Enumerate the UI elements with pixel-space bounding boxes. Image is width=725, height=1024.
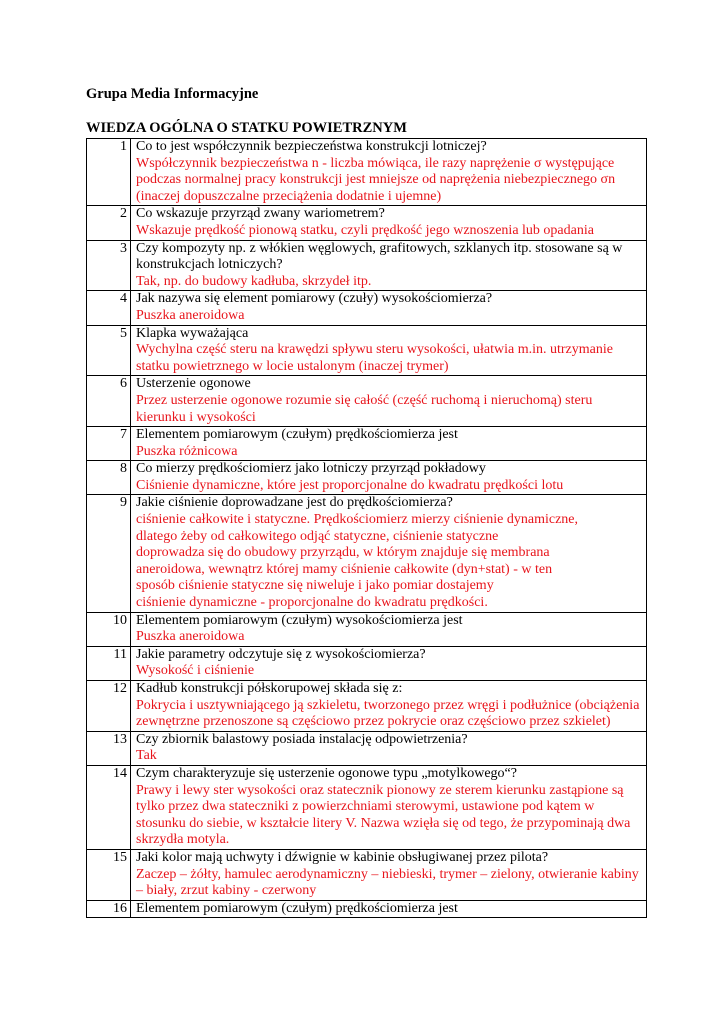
table-row bbox=[87, 139, 647, 206]
answer-line: ciśnienie całkowite i statyczne. Prędkościomierz mierzy ciśnienie dynamiczne, bbox=[136, 512, 578, 528]
qa-cell bbox=[131, 681, 647, 732]
answer-line: ciśnienie dynamiczne - proporcjonalne do kwadratu prędkości. bbox=[136, 595, 488, 611]
answer-text: Wysokość i ciśnienie bbox=[136, 663, 255, 679]
question-text: Elementem pomiarowym (czułym) prędkościomierza jest bbox=[136, 900, 458, 916]
question-text: Elementem pomiarowym (czułym) prędkościomierza jest bbox=[136, 427, 458, 443]
qa-cell bbox=[131, 291, 647, 325]
table-row bbox=[87, 849, 647, 900]
question-text: Czym charakteryzuje się usterzenie ogonowe typu „motylkowego“? bbox=[136, 765, 517, 781]
question-text: Czy zbiornik balastowy posiada instalację odpowietrzenia? bbox=[136, 731, 468, 747]
qa-cell bbox=[131, 646, 647, 680]
question-text: Czy kompozyty np. z włókien węglowych, grafitowych, szklanych itp. stosowane są w konstrukcjach lotniczych? bbox=[136, 240, 623, 273]
answer-text: Tak bbox=[136, 748, 157, 764]
answer-text: Przez usterzenie ogonowe rozumie się całość (część ruchomą i nieruchomą) steru kierunku i wysokości bbox=[136, 392, 593, 425]
question-text: Jakie ciśnienie doprowadzane jest do prędkościomierza? bbox=[136, 495, 453, 511]
question-number: 9 bbox=[87, 495, 131, 612]
question-text: Usterzenie ogonowe bbox=[136, 376, 251, 392]
answer-text: Prawy i lewy ster wysokości oraz statecznik pionowy ze sterem kierunku zastąpione są tylko przez dwa stateczniki z powierzchniami sterowymi, ustawione pod kątem w stosunku do siebie, w kształcie litery V. Nazwa wzięła się od tego, że przypominają dwa skrzydła motyla. bbox=[136, 782, 631, 848]
question-text: Co mierzy prędkościomierz jako lotniczy przyrząd pokładowy bbox=[136, 461, 486, 477]
answer-text: Puszka aneroidowa bbox=[136, 629, 245, 645]
question-number: 8 bbox=[87, 461, 131, 495]
question-number: 7 bbox=[87, 427, 131, 461]
document-title: WIEDZA OGÓLNA O STATKU POWIETRZNYM bbox=[86, 120, 407, 136]
question-number: 4 bbox=[87, 291, 131, 325]
question-number: 13 bbox=[87, 731, 131, 765]
question-number: 3 bbox=[87, 240, 131, 291]
answer-line: sposób ciśnienie statyczne się niweluje i jako pomiar dostajemy bbox=[136, 578, 494, 594]
answer-line: dlatego żeby od całkowitego odjąć statyczne, ciśnienie statyczne bbox=[136, 528, 499, 544]
table-row bbox=[87, 427, 647, 461]
qa-cell bbox=[131, 495, 647, 612]
question-number: 6 bbox=[87, 376, 131, 427]
qa-cell bbox=[131, 731, 647, 765]
qa-cell bbox=[131, 139, 647, 206]
table-row bbox=[87, 461, 647, 495]
table-row bbox=[87, 325, 647, 376]
table-row bbox=[87, 731, 647, 765]
qa-cell bbox=[131, 325, 647, 376]
organization-name: Grupa Media Informacyjne bbox=[86, 86, 259, 102]
answer-text: Puszka różnicowa bbox=[136, 443, 238, 459]
question-number: 2 bbox=[87, 206, 131, 240]
answer-text bbox=[136, 512, 644, 612]
question-text: Kadłub konstrukcji półskorupowej składa się z: bbox=[136, 681, 403, 696]
table-row bbox=[87, 612, 647, 646]
table-row bbox=[87, 240, 647, 291]
table-row bbox=[87, 900, 647, 918]
question-number: 5 bbox=[87, 325, 131, 376]
qa-cell bbox=[131, 765, 647, 849]
question-number: 11 bbox=[87, 646, 131, 680]
answer-text: Tak, np. do budowy kadłuba, skrzydeł itp. bbox=[136, 273, 372, 289]
question-text: Co to jest współczynnik bezpieczeństwa konstrukcji lotniczej? bbox=[136, 139, 487, 154]
answer-text: Pokrycia i usztywniającego ją szkieletu, tworzonego przez wręgi i podłużnice (obciążenia zewnętrzne przenoszone są częściowo przez pokrycie oraz częściowo przez szkielet) bbox=[136, 697, 640, 730]
answer-text: Ciśnienie dynamiczne, które jest proporcjonalne do kwadratu prędkości lotu bbox=[136, 477, 564, 493]
qa-cell bbox=[131, 427, 647, 461]
qa-cell bbox=[131, 612, 647, 646]
table-row bbox=[87, 765, 647, 849]
question-text: Elementem pomiarowym (czułym) wysokościomierza jest bbox=[136, 612, 463, 628]
answer-line: doprowadza się do obudowy przyrządu, w którym znajduje się membrana bbox=[136, 545, 550, 561]
table-row bbox=[87, 291, 647, 325]
question-number: 16 bbox=[87, 900, 131, 918]
table-row bbox=[87, 681, 647, 732]
question-text: Jak nazywa się element pomiarowy (czuły) wysokościomierza? bbox=[136, 291, 493, 307]
qa-cell bbox=[131, 206, 647, 240]
answer-text: Puszka aneroidowa bbox=[136, 307, 245, 323]
answer-line: aneroidowa, wewnątrz której mamy ciśnienie całkowite (dyn+stat) - w ten bbox=[136, 561, 553, 577]
question-text: Co wskazuje przyrząd zwany wariometrem? bbox=[136, 206, 385, 222]
question-number: 15 bbox=[87, 849, 131, 900]
question-number: 1 bbox=[87, 139, 131, 206]
answer-text: Wskazuje prędkość pionową statku, czyli prędkość jego wznoszenia lub opadania bbox=[136, 222, 594, 238]
question-number: 12 bbox=[87, 681, 131, 732]
qa-cell bbox=[131, 461, 647, 495]
question-text: Klapka wyważająca bbox=[136, 325, 249, 341]
question-text: Jakie parametry odczytuje się z wysokościomierza? bbox=[136, 646, 426, 662]
table-row bbox=[87, 206, 647, 240]
question-text: Jaki kolor mają uchwyty i dźwignie w kabinie obsługiwanej przez pilota? bbox=[136, 849, 549, 865]
answer-text: Współczynnik bezpieczeństwa n - liczba mówiąca, ile razy naprężenie σ występujące podczas normalnej pracy konstrukcji jest mniejsze od naprężenia niebezpiecznego σn (inaczej dopuszczalne przeciążenia dodatnie i ujemne) bbox=[136, 155, 616, 204]
answer-text: Zaczep – żółty, hamulec aerodynamiczny – niebieski, trymer – zielony, otwieranie kabiny – biały, zrzut kabiny - czerwony bbox=[136, 866, 639, 899]
table-row bbox=[87, 495, 647, 612]
qa-table bbox=[86, 138, 647, 918]
question-number: 14 bbox=[87, 765, 131, 849]
table-row bbox=[87, 646, 647, 680]
qa-cell bbox=[131, 376, 647, 427]
table-row bbox=[87, 376, 647, 427]
qa-cell bbox=[131, 849, 647, 900]
question-number: 10 bbox=[87, 612, 131, 646]
answer-text: Wychylna część steru na krawędzi spływu steru wysokości, ułatwia m.in. utrzymanie statku powietrznego w locie ustalonym (inaczej trymer) bbox=[136, 342, 613, 374]
qa-cell bbox=[131, 240, 647, 291]
qa-cell bbox=[131, 900, 647, 918]
